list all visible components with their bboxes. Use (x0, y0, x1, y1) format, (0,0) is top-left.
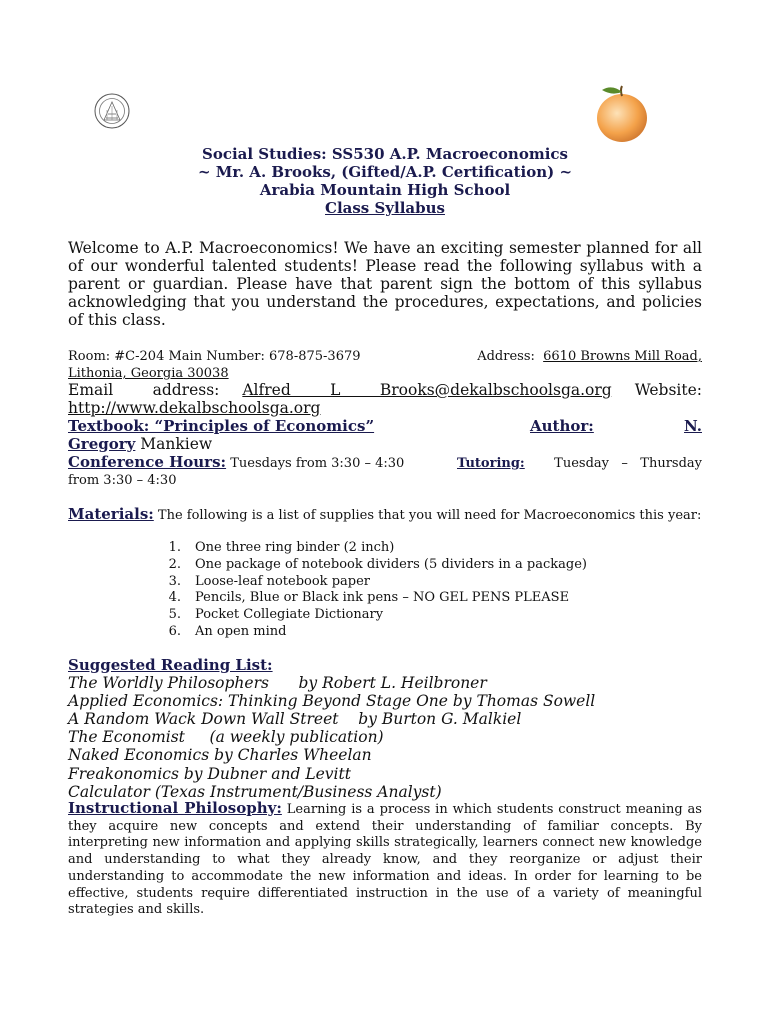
email-website-block (68, 381, 702, 417)
teacher-line: ~ Mr. A. Brooks, (Gifted/A.P. Certification) ~ (197, 163, 573, 181)
email-link[interactable]: Alfred L Brooks@dekalbschoolsga.org (242, 381, 612, 399)
conference-value: Tuesdays from 3:30 – 4:30 (226, 456, 405, 471)
textbook-label: Textbook: “Principles of Economics” (68, 417, 375, 435)
reading-item: Calculator (Texas Instrument/Business Analyst) (68, 782, 442, 801)
item-text: One three ring binder (2 inch) (195, 540, 395, 555)
item-number: 5. (168, 607, 181, 623)
email-label: Email address: (68, 381, 220, 399)
author-name-rest: Mankiew (135, 435, 213, 453)
room-address-block (68, 348, 702, 382)
tutoring-label: Tutoring: (457, 456, 525, 471)
room-value: : #C-204 Main Number: 678-875-3679 (105, 349, 361, 364)
item-number: 4. (168, 590, 181, 606)
tutoring-time: from 3:30 – 4:30 (68, 473, 177, 488)
list-item (68, 590, 625, 607)
welcome-paragraph: Welcome to A.P. Macroeconomics! We have an exciting semester planned for all of our wonderful talented students! Please read the following syllabus with a parent or guardian. Please have that parent sign the bottom of this syllabus acknowledging that you understand the procedures, expectations, and policies of this class. (68, 239, 702, 329)
materials-intro (68, 506, 702, 524)
state-seal-icon (94, 80, 130, 142)
hours-block (68, 454, 702, 489)
item-number: 3. (168, 573, 181, 589)
materials-label: Materials: (68, 505, 154, 523)
materials-text: The following is a list of supplies that you will need for Macroeconomics this year: (153, 508, 702, 523)
reading-item: Freakonomics by Dubner and Levitt (68, 764, 351, 783)
conference-label: Conference Hours: (68, 453, 227, 471)
list-item (68, 557, 625, 574)
philosophy-text: Learning is a process in which students construct meaning as they acquire new concepts and extend their understanding of familiar concepts. By interpreting new information and applying skills strategically, learners connect new knowledge and understanding to what they already know, and they reorganize or adjust their understanding to accommodate the new information and ideas. In order for learning to be effective, students require differentiated instruction in the use of a variety of meaningful strategies and skills. (68, 802, 702, 918)
peach-icon (592, 82, 652, 144)
reading-item: The Economist (a weekly publication) (68, 728, 384, 747)
item-text: An open mind (195, 623, 287, 639)
textbook-block (68, 417, 702, 455)
address-value: 6610 Browns Mill Road, (543, 349, 702, 364)
item-number: 1. (168, 540, 181, 555)
syllabus-header (68, 145, 702, 217)
item-number: 6. (168, 623, 181, 639)
course-title: Social Studies: SS530 A.P. Macroeconomics (202, 145, 568, 163)
reading-item: A Random Wack Down Wall Street by Burton G. Malkiel (68, 710, 522, 729)
philosophy-paragraph (68, 800, 702, 919)
address-label: Address: (477, 349, 535, 364)
list-item (68, 540, 625, 557)
address-line2: Lithonia, Georgia 30038 (68, 366, 229, 381)
author-label: Author: (530, 417, 594, 435)
reading-item: Applied Economics: Thinking Beyond Stage One by Thomas Sowell (68, 692, 596, 711)
website-label: Website: (634, 381, 702, 399)
item-text: Loose-leaf notebook paper (195, 573, 370, 589)
materials-list (68, 540, 625, 641)
room-label: Room (68, 349, 106, 364)
list-item (68, 607, 625, 624)
list-item (68, 624, 625, 641)
tutoring-value: Tuesday – Thursday (554, 456, 702, 471)
reading-label: Suggested Reading List: (68, 656, 273, 674)
item-text: Pocket Collegiate Dictionary (195, 607, 384, 623)
website-link[interactable]: http://www.dekalbschoolsga.org (68, 399, 321, 417)
reading-item: The Worldly Philosophers by Robert L. Heilbroner (68, 674, 487, 693)
school-name: Arabia Mountain High School (259, 181, 511, 199)
item-text: Pencils, Blue or Black ink pens – NO GEL PENS PLEASE (195, 590, 570, 606)
item-number: 2. (168, 556, 181, 572)
document-title: Class Syllabus (325, 199, 445, 217)
reading-item: Naked Economics by Charles Wheelan (68, 746, 372, 765)
item-text: One package of notebook dividers (5 dividers in a package) (195, 556, 587, 572)
philosophy-label: Instructional Philosophy: (68, 799, 282, 817)
author-initial: N. (684, 417, 702, 435)
list-item (68, 574, 625, 591)
reading-list (68, 656, 702, 801)
author-name: Gregory (68, 435, 136, 453)
